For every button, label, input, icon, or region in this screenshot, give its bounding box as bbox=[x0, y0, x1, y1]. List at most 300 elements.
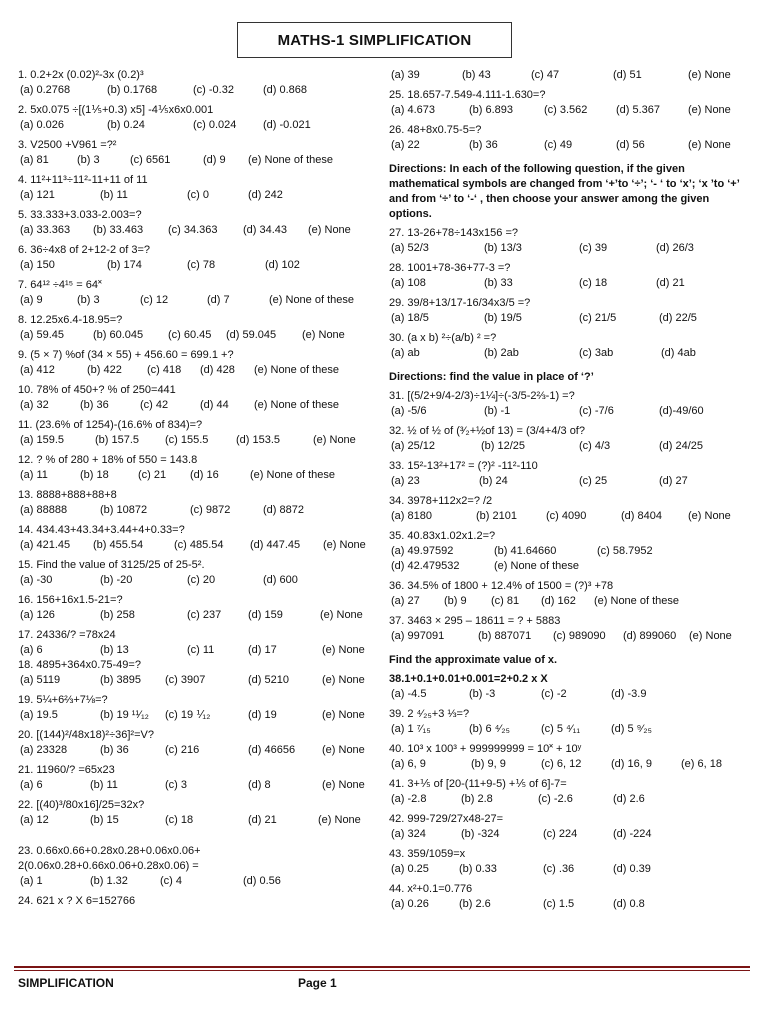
question-text: 8. 12.25x6.4-18.95=? bbox=[18, 314, 123, 326]
answer-option: (c) 989090 bbox=[553, 630, 606, 642]
answer-option: (d) 51 bbox=[613, 69, 642, 81]
answer-options bbox=[18, 83, 380, 98]
answer-options bbox=[18, 608, 380, 623]
left-column bbox=[18, 68, 380, 914]
answer-option: (d) 0.868 bbox=[263, 84, 308, 96]
answer-option: (c) 42 bbox=[140, 399, 169, 411]
question-text: 38.1+0.1+0.01+0.001=2+0.2 x X bbox=[389, 673, 548, 685]
question-block bbox=[389, 424, 755, 459]
question-text-continued: 2(0.06x0.28+0.66x0.06+0.28x0.06) = bbox=[18, 860, 199, 872]
answer-options bbox=[389, 687, 755, 702]
question-block bbox=[18, 243, 380, 278]
answer-option: (d) 8404 bbox=[621, 510, 662, 522]
answer-option: (c) 58.7952 bbox=[597, 545, 653, 557]
answer-options bbox=[389, 559, 755, 574]
answer-option: (d) 16, 9 bbox=[611, 758, 652, 770]
answer-option: (d) 24/25 bbox=[659, 440, 704, 452]
answer-option: (d) 44 bbox=[200, 399, 229, 411]
answer-options bbox=[18, 188, 380, 203]
question-block bbox=[389, 579, 755, 614]
question-block bbox=[18, 833, 380, 894]
answer-option: (a) 18/5 bbox=[391, 312, 429, 324]
question-block bbox=[18, 383, 380, 418]
answer-option: (b) 36 bbox=[80, 399, 109, 411]
answer-option: (d) 56 bbox=[616, 139, 645, 151]
answer-option: (d) 159 bbox=[248, 609, 283, 621]
question-block bbox=[18, 593, 380, 628]
answer-option: (b) 11 bbox=[100, 189, 128, 201]
answer-option: (c) 418 bbox=[147, 364, 182, 376]
answer-option: (a) 4.673 bbox=[391, 104, 436, 116]
question-text: 33. 15²-13²+17² = (?)² -11²-110 bbox=[389, 460, 538, 472]
question-block bbox=[18, 453, 380, 488]
answer-option: (c) 11 bbox=[187, 644, 215, 656]
answer-option: (a) 23 bbox=[391, 475, 420, 487]
answer-option: (e) None bbox=[320, 609, 363, 621]
answer-option: (d) 27 bbox=[659, 475, 688, 487]
answer-options bbox=[389, 792, 755, 807]
answer-option: (c) 216 bbox=[165, 744, 200, 756]
answer-option: (e) None bbox=[689, 630, 732, 642]
question-text: 10. 78% of 450+? % of 250=441 bbox=[18, 384, 176, 396]
answer-option: (a) 997091 bbox=[391, 630, 445, 642]
question-text: 34. 3978+112x2=? /2 bbox=[389, 495, 493, 507]
question-block bbox=[18, 313, 380, 348]
answer-option: (c) 12 bbox=[140, 294, 169, 306]
answer-option: (c) 81 bbox=[491, 595, 520, 607]
footer-section-title: SIMPLIFICATION bbox=[18, 976, 114, 990]
answer-option: (c) -0.32 bbox=[193, 84, 234, 96]
answer-option: (b) 258 bbox=[100, 609, 135, 621]
question-block bbox=[389, 777, 755, 812]
answer-option: (b) 33.463 bbox=[93, 224, 144, 236]
question-block bbox=[389, 529, 755, 579]
answer-option: (b) 19 ¹¹⁄₁₂ bbox=[100, 709, 149, 721]
answer-option: (a) 22 bbox=[391, 139, 420, 151]
answer-option: (b) 11 bbox=[90, 779, 118, 791]
question-block bbox=[18, 173, 380, 208]
question-block bbox=[389, 742, 755, 777]
answer-option: (d) 2.6 bbox=[613, 793, 645, 805]
answer-options bbox=[18, 468, 380, 483]
footer-rule-thin bbox=[14, 970, 750, 971]
answer-option: (d) 153.5 bbox=[236, 434, 281, 446]
answer-option: (e) None bbox=[322, 779, 365, 791]
answer-options bbox=[389, 404, 755, 419]
question-block bbox=[389, 847, 755, 882]
answer-option: (d) -224 bbox=[613, 828, 652, 840]
answer-option: (b) 15 bbox=[90, 814, 119, 826]
answer-options bbox=[18, 874, 380, 889]
answer-options bbox=[389, 138, 755, 153]
answer-option: (a) 23328 bbox=[20, 744, 68, 756]
question-text: 20. [(144)²/48x18)²÷36]²=V? bbox=[18, 729, 154, 741]
answer-option: (c) 34.363 bbox=[168, 224, 218, 236]
answer-option: (a) 88888 bbox=[20, 504, 68, 516]
question-block bbox=[389, 123, 755, 158]
answer-option: (c) 39 bbox=[579, 242, 608, 254]
answer-option: (b) 887071 bbox=[478, 630, 532, 642]
answer-options bbox=[18, 328, 380, 343]
answer-option: (a) 1 ⁷⁄₁₅ bbox=[391, 723, 431, 735]
answer-options bbox=[389, 757, 755, 772]
answer-option: (a) 0.26 bbox=[391, 898, 429, 910]
question-block bbox=[18, 103, 380, 138]
answer-options bbox=[18, 778, 380, 793]
answer-option: (b) 2ab bbox=[484, 347, 519, 359]
answer-option: (b) 6.893 bbox=[469, 104, 514, 116]
answer-option: (c) 20 bbox=[187, 574, 216, 586]
answer-option: (c) 0.024 bbox=[193, 119, 237, 131]
answer-option: (d) 4ab bbox=[661, 347, 696, 359]
answer-options bbox=[389, 509, 755, 524]
answer-option: (b) 24 bbox=[479, 475, 508, 487]
answer-options bbox=[18, 503, 380, 518]
answer-option: (c) 47 bbox=[531, 69, 560, 81]
question-block bbox=[18, 488, 380, 523]
answer-option: (a) 1 bbox=[20, 875, 43, 887]
question-block bbox=[389, 459, 755, 494]
answer-option: (b) 36 bbox=[469, 139, 498, 151]
answer-option: (b) -20 bbox=[100, 574, 133, 586]
answer-options bbox=[18, 118, 380, 133]
answer-option: (c) 6561 bbox=[130, 154, 171, 166]
answer-option: (a) 52/3 bbox=[391, 242, 429, 254]
question-block bbox=[389, 653, 755, 668]
question-block bbox=[389, 331, 755, 366]
answer-option: (a) 8180 bbox=[391, 510, 432, 522]
answer-option: (c) 3ab bbox=[579, 347, 614, 359]
answer-options bbox=[18, 223, 380, 238]
answer-option: (b) 455.54 bbox=[93, 539, 144, 551]
answer-options bbox=[389, 311, 755, 326]
question-block bbox=[18, 348, 380, 383]
answer-option: (a) 32 bbox=[20, 399, 49, 411]
question-text: 43. 359/1059=x bbox=[389, 848, 466, 860]
answer-option: (d) -3.9 bbox=[611, 688, 647, 700]
question-block bbox=[389, 296, 755, 331]
answer-option: (a) 324 bbox=[391, 828, 426, 840]
answer-option: (e) None bbox=[688, 510, 731, 522]
answer-option: (c) 60.45 bbox=[168, 329, 212, 341]
question-block bbox=[18, 693, 380, 728]
question-text: 17. 24336/? =78x24 bbox=[18, 629, 116, 641]
question-text: 26. 48+8x0.75-5=? bbox=[389, 124, 482, 136]
question-text: 36. 34.5% of 1800 + 12.4% of 1500 = (?)³ +78 bbox=[389, 580, 614, 592]
answer-option: (a) 126 bbox=[20, 609, 55, 621]
answer-option: (b) 2.6 bbox=[459, 898, 491, 910]
answer-options bbox=[18, 813, 380, 828]
question-text: 39. 2 ⁴⁄₂₅+3 ⅓=? bbox=[389, 708, 470, 720]
answer-option: (e) None of these bbox=[254, 364, 339, 376]
answer-option: (c) 3907 bbox=[165, 674, 206, 686]
answer-option: (b) 9 bbox=[444, 595, 467, 607]
question-text: 31. [(5/2+9/4-2/3)÷1¼]÷(-3/5-2⅔-1) =? bbox=[389, 390, 575, 402]
answer-option: (a) 0.25 bbox=[391, 863, 429, 875]
answer-option: (b) 2.8 bbox=[461, 793, 493, 805]
question-text: 40. 10³ x 100³ + 999999999 = 10˟ + 10ʸ bbox=[389, 743, 582, 755]
answer-option: (a) 81 bbox=[20, 154, 49, 166]
question-text: 23. 0.66x0.66+0.28x0.28+0.06x0.06+ bbox=[18, 845, 201, 857]
answer-option: (d) 17 bbox=[248, 644, 277, 656]
answer-option: (d) 22/5 bbox=[659, 312, 697, 324]
answer-option: (b) 19/5 bbox=[484, 312, 522, 324]
question-text: 42. 999-729/27x48-27= bbox=[389, 813, 504, 825]
question-block bbox=[389, 389, 755, 424]
question-text: 18. 4895+364x0.75-49=? bbox=[18, 659, 141, 671]
answer-option: (c) 4/3 bbox=[579, 440, 611, 452]
question-text: 5. 33.333+3.033-2.003=? bbox=[18, 209, 142, 221]
directions-text: Find the approximate value of x. bbox=[389, 654, 558, 666]
answer-option: (d) 0.56 bbox=[243, 875, 281, 887]
answer-option: (a) -2.8 bbox=[391, 793, 427, 805]
answer-option: (b) 0.24 bbox=[107, 119, 145, 131]
directions-text: Directions: In each of the following question, if the given mathematical symbols are changed from ‘+’to ‘÷’; ‘- ‘ to ‘x’; ‘x ’to ‘+’ and from ‘÷’ to ‘-‘ , then choose your answer among the given options. bbox=[389, 163, 740, 220]
answer-option: (b) 422 bbox=[87, 364, 122, 376]
answer-option: (a) -30 bbox=[20, 574, 53, 586]
answer-option: (b) 33 bbox=[484, 277, 513, 289]
answer-options bbox=[18, 538, 380, 553]
answer-options bbox=[389, 276, 755, 291]
answer-option: (c) 21/5 bbox=[579, 312, 617, 324]
question-text: 37. 3463 × 295 – 18611 = ? + 5883 bbox=[389, 615, 561, 627]
page-number: Page 1 bbox=[298, 976, 337, 990]
answer-options bbox=[18, 258, 380, 273]
answer-option: (d) 34.43 bbox=[243, 224, 288, 236]
answer-option: (e) None of these bbox=[594, 595, 679, 607]
answer-option: (a) 0.2768 bbox=[20, 84, 71, 96]
answer-option: (e) None of these bbox=[250, 469, 335, 481]
question-text: 12. ? % of 280 + 18% of 550 = 143.8 bbox=[18, 454, 198, 466]
answer-options bbox=[389, 103, 755, 118]
question-text: 24. 621 x ? X 6=152766 bbox=[18, 895, 136, 907]
answer-option: (d) 5.367 bbox=[616, 104, 661, 116]
answer-option: (b) -324 bbox=[461, 828, 500, 840]
answer-option: (d) 600 bbox=[263, 574, 298, 586]
answer-option: (d) 26/3 bbox=[656, 242, 694, 254]
answer-option: (a) 150 bbox=[20, 259, 55, 271]
answer-option: (c) -7/6 bbox=[579, 405, 614, 417]
answer-option: (a) 33.363 bbox=[20, 224, 71, 236]
question-block bbox=[389, 226, 755, 261]
answer-option: (c) -2.6 bbox=[538, 793, 573, 805]
answer-option: (a) 5119 bbox=[20, 674, 61, 686]
question-block bbox=[389, 162, 755, 222]
question-text: 21. 11960/? =65x23 bbox=[18, 764, 115, 776]
question-text: 11. (23.6% of 1254)-(16.6% of 834)=? bbox=[18, 419, 203, 431]
answer-option: (c) 237 bbox=[187, 609, 222, 621]
answer-option: (b) -1 bbox=[484, 405, 511, 417]
answer-options bbox=[389, 544, 755, 559]
answer-option: (e) None bbox=[688, 69, 731, 81]
answer-option: (b) 1.32 bbox=[90, 875, 128, 887]
question-text: 2. 5x0.075 ÷[(1⅕+0.3) x5] -4⅕x6x0.001 bbox=[18, 104, 214, 116]
question-text: 27. 13-26+78÷143x156 =? bbox=[389, 227, 518, 239]
question-text: 6. 36÷4x8 of 2+12-2 of 3=? bbox=[18, 244, 151, 256]
answer-option: (d) 21 bbox=[248, 814, 277, 826]
answer-option: (b) 174 bbox=[107, 259, 142, 271]
question-text: 15. Find the value of 3125/25 of 25-5². bbox=[18, 559, 205, 571]
answer-option: (c) 21 bbox=[138, 469, 167, 481]
answer-option: (c) 6, 12 bbox=[541, 758, 582, 770]
question-block bbox=[389, 614, 755, 649]
answer-option: (d) 428 bbox=[200, 364, 235, 376]
answer-options bbox=[18, 153, 380, 168]
answer-option: (e) None of these bbox=[494, 560, 579, 572]
answer-option: (c) 18 bbox=[579, 277, 608, 289]
question-block bbox=[389, 707, 755, 742]
answer-options bbox=[18, 363, 380, 378]
answer-option: (c) 78 bbox=[187, 259, 216, 271]
answer-option: (b) 60.045 bbox=[93, 329, 144, 341]
answer-option: (e) None bbox=[318, 814, 361, 826]
answer-option: (d)-49/60 bbox=[659, 405, 704, 417]
question-block bbox=[18, 558, 380, 593]
question-block bbox=[389, 494, 755, 529]
question-text: 16. 156+16x1.5-21=? bbox=[18, 594, 123, 606]
question-text: 41. 3+⅕ of [20-(11+9-5) +⅕ of 6]-7= bbox=[389, 778, 567, 790]
answer-option: (c) 9872 bbox=[190, 504, 231, 516]
question-text: 35. 40.83x1.02x1.2=? bbox=[389, 530, 496, 542]
answer-option: (c) 18 bbox=[165, 814, 194, 826]
question-text: 3. V2500 +V961 =?² bbox=[18, 139, 117, 151]
answer-option: (a) 27 bbox=[391, 595, 420, 607]
question-block bbox=[389, 68, 755, 88]
answer-options bbox=[389, 594, 755, 609]
answer-option: (b) 10872 bbox=[100, 504, 148, 516]
question-text: 9. (5 × 7) %of (34 × 55) + 456.60 = 699.1 +? bbox=[18, 349, 234, 361]
question-text: 13. 8888+888+88+8 bbox=[18, 489, 117, 501]
answer-options bbox=[18, 708, 380, 723]
answer-option: (d) 7 bbox=[207, 294, 230, 306]
answer-option: (d) 0.39 bbox=[613, 863, 651, 875]
answer-option: (b) 36 bbox=[100, 744, 129, 756]
answer-options bbox=[18, 433, 380, 448]
answer-option: (c) -2 bbox=[541, 688, 567, 700]
answer-option: (e) None bbox=[308, 224, 351, 236]
question-text: 22. [(40)³/80x16]/25=32x? bbox=[18, 799, 145, 811]
answer-option: (c) 0 bbox=[187, 189, 209, 201]
question-block bbox=[389, 882, 755, 917]
question-block bbox=[389, 88, 755, 123]
answer-option: (b) -3 bbox=[469, 688, 496, 700]
answer-option: (a) ab bbox=[391, 347, 420, 359]
answer-option: (b) 2101 bbox=[476, 510, 517, 522]
answer-option: (d) 42.479532 bbox=[391, 560, 460, 572]
answer-options bbox=[389, 862, 755, 877]
answer-option: (a) 39 bbox=[391, 69, 420, 81]
answer-option: (d) 0.8 bbox=[613, 898, 645, 910]
answer-option: (e) None bbox=[322, 744, 365, 756]
answer-option: (d) -0.021 bbox=[263, 119, 311, 131]
answer-option: (c) 155.5 bbox=[165, 434, 209, 446]
question-block bbox=[18, 628, 380, 658]
answer-option: (a) 6 bbox=[20, 644, 43, 656]
answer-option: (b) 157.5 bbox=[95, 434, 140, 446]
question-text: 14. 434.43+43.34+3.44+4+0.33=? bbox=[18, 524, 185, 536]
question-block bbox=[18, 523, 380, 558]
question-text: 44. x²+0.1=0.776 bbox=[389, 883, 473, 895]
question-block bbox=[18, 278, 380, 313]
answer-option: (e) None bbox=[302, 329, 345, 341]
answer-option: (b) 3 bbox=[77, 154, 100, 166]
answer-options bbox=[389, 241, 755, 256]
question-text: 30. (a x b) ²÷(a/b) ² =? bbox=[389, 332, 497, 344]
answer-option: (e) None bbox=[322, 709, 365, 721]
answer-option: (a) -5/6 bbox=[391, 405, 427, 417]
answer-option: (d) 46656 bbox=[248, 744, 296, 756]
question-block bbox=[18, 728, 380, 763]
answer-option: (d) 5210 bbox=[248, 674, 289, 686]
question-block bbox=[18, 138, 380, 173]
answer-options bbox=[389, 722, 755, 737]
answer-option: (a) 11 bbox=[20, 469, 48, 481]
answer-option: (e) None of these bbox=[248, 154, 333, 166]
question-block bbox=[18, 658, 380, 693]
question-block bbox=[18, 208, 380, 243]
answer-option: (b) 13 bbox=[100, 644, 129, 656]
question-block bbox=[18, 68, 380, 103]
answer-option: (c) 5 ⁴⁄₁₁ bbox=[541, 723, 581, 735]
right-column bbox=[389, 68, 755, 917]
answer-option: (a) 108 bbox=[391, 277, 426, 289]
answer-option: (e) None bbox=[688, 104, 731, 116]
question-text: 32. ½ of ½ of (³⁄₂+½of 13) = (3/4+4/3 of? bbox=[389, 425, 585, 437]
question-text: 25. 18.657-7.549-4.111-1.630=? bbox=[389, 89, 546, 101]
answer-option: (b) 0.1768 bbox=[107, 84, 158, 96]
answer-option: (d) 242 bbox=[248, 189, 283, 201]
answer-options bbox=[18, 398, 380, 413]
answer-option: (a) 25/12 bbox=[391, 440, 436, 452]
question-block bbox=[18, 418, 380, 453]
document-title: MATHS-1 SIMPLIFICATION bbox=[237, 22, 512, 58]
answer-option: (c) 49 bbox=[544, 139, 573, 151]
question-text: 28. 1001+78-36+77-3 =? bbox=[389, 262, 511, 274]
answer-option: (c) 1.5 bbox=[543, 898, 575, 910]
answer-option: (c) 4090 bbox=[546, 510, 587, 522]
answer-options bbox=[18, 743, 380, 758]
answer-options bbox=[389, 439, 755, 454]
answer-option: (b) 43 bbox=[462, 69, 491, 81]
question-block bbox=[18, 763, 380, 798]
answer-option: (b) 6 ⁴⁄₂₅ bbox=[469, 723, 510, 735]
answer-option: (d) 102 bbox=[265, 259, 300, 271]
answer-options bbox=[389, 68, 755, 83]
answer-option: (a) 9 bbox=[20, 294, 43, 306]
question-text: 1. 0.2+2x (0.02)²-3x (0.2)³ bbox=[18, 69, 144, 81]
directions-text: Directions: find the value in place of ‘?’ bbox=[389, 371, 594, 383]
answer-option: (b) 18 bbox=[80, 469, 109, 481]
answer-options bbox=[18, 643, 380, 658]
answer-option: (b) 41.64660 bbox=[494, 545, 557, 557]
answer-option: (c) .36 bbox=[543, 863, 575, 875]
answer-option: (b) 3 bbox=[77, 294, 100, 306]
question-block bbox=[389, 370, 755, 385]
answer-option: (c) 4 bbox=[160, 875, 182, 887]
answer-option: (d) 5 ⁹⁄₂₅ bbox=[611, 723, 652, 735]
answer-option: (d) 9 bbox=[203, 154, 226, 166]
answer-option: (c) 25 bbox=[579, 475, 608, 487]
answer-option: (a) 159.5 bbox=[20, 434, 65, 446]
answer-option: (d) 8872 bbox=[263, 504, 304, 516]
answer-option: (a) 59.45 bbox=[20, 329, 65, 341]
answer-option: (e) None bbox=[313, 434, 356, 446]
answer-option: (c) 224 bbox=[543, 828, 578, 840]
answer-option: (e) None of these bbox=[254, 399, 339, 411]
answer-option: (b) 12/25 bbox=[481, 440, 526, 452]
question-text: 7. 64¹² ÷4¹⁵ = 64˟ bbox=[18, 279, 102, 291]
answer-option: (b) 3895 bbox=[100, 674, 141, 686]
